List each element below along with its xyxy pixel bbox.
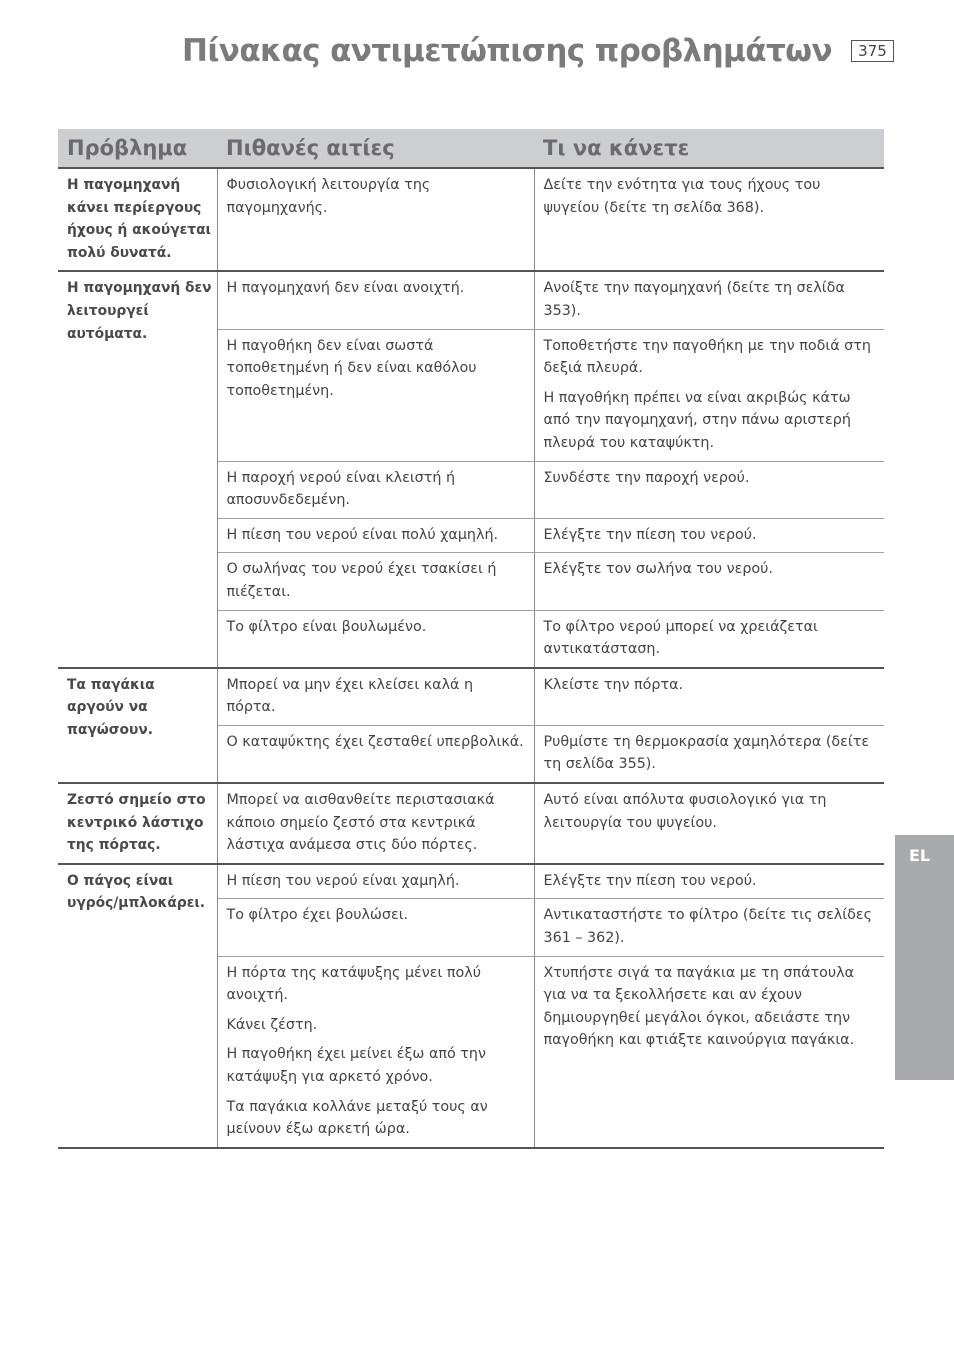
table-row xyxy=(58,271,884,329)
action-cell xyxy=(534,725,884,783)
cause-text: Το φίλτρο έχει βουλώσει. xyxy=(226,907,409,924)
problem-cell: Η παγομηχανή κάνει περίεργους ήχους ή ακούγεται πολύ δυνατά. xyxy=(58,168,217,271)
table-body xyxy=(58,168,884,1148)
action-cell xyxy=(534,168,884,271)
cause-text: Μπορεί να μην έχει κλείσει καλά η πόρτα. xyxy=(226,676,474,716)
header-actions: Τι να κάνετε xyxy=(534,129,884,168)
action-text: Ελέγξτε την πίεση του νερού. xyxy=(543,526,757,543)
action-cell xyxy=(534,956,884,1148)
action-text: Κλείστε την πόρτα. xyxy=(543,676,684,693)
cause-text: Η παροχή νερού είναι κλειστή ή αποσυνδεδεμένη. xyxy=(226,469,456,509)
header-problem: Πρόβλημα xyxy=(58,129,217,168)
cause-cell xyxy=(217,610,534,668)
problem-cell: Η παγομηχανή δεν λειτουργεί αυτόματα. xyxy=(58,271,217,667)
cause-cell xyxy=(217,168,534,271)
cause-cell xyxy=(217,271,534,329)
cause-cell xyxy=(217,783,534,864)
cause-text: Φυσιολογική λειτουργία της παγομηχανής. xyxy=(226,177,431,216)
action-text: Αντικαταστήστε το φίλτρο (δείτε τις σελίδες 361 – 362). xyxy=(543,907,872,947)
cause-text: Μπορεί να αισθανθείτε περιστασιακά κάποιο σημείο ζεστό στα κεντρικά λάστιχα ανάμεσα στις δύο πόρτες. xyxy=(226,792,495,854)
cause-cell xyxy=(217,518,534,553)
action-text: Το φίλτρο νερού μπορεί να χρειάζεται αντικατάσταση. xyxy=(543,618,818,658)
cause-cell xyxy=(217,329,534,461)
action-cell xyxy=(534,518,884,553)
action-text: Αυτό είναι απόλυτα φυσιολογικό για τη λειτουργία του ψυγείου. xyxy=(543,792,827,831)
cause-text: Τα παγάκια κολλάνε μεταξύ τους αν μείνουν έξω αρκετή ώρα. xyxy=(226,1098,488,1138)
language-tab-label: EL xyxy=(909,846,931,865)
page-number: 375 xyxy=(851,40,894,62)
problem-cell: Ζεστό σημείο στο κεντρικό λάστιχο της πόρτας. xyxy=(58,783,217,864)
action-text: Ελέγξτε την πίεση του νερού. xyxy=(543,872,757,889)
problem-cell: Τα παγάκια αργούν να παγώσουν. xyxy=(58,668,217,783)
problem-cell: Ο πάγος είναι υγρός/μπλοκάρει. xyxy=(58,864,217,1148)
cause-text: Η πίεση του νερού είναι χαμηλή. xyxy=(226,872,460,889)
action-text: Ανοίξτε την παγομηχανή (δείτε τη σελίδα 353). xyxy=(543,280,845,319)
cause-text: Το φίλτρο είναι βουλωμένο. xyxy=(226,618,427,635)
cause-cell xyxy=(217,725,534,783)
action-text: Ελέγξτε τον σωλήνα του νερού. xyxy=(543,561,773,578)
action-cell xyxy=(534,271,884,329)
cause-text: Ο σωλήνας του νερού έχει τσακίσει ή πιέζεται. xyxy=(226,561,497,600)
cause-text: Η παγοθήκη δεν είναι σωστά τοποθετημένη ή δεν είναι καθόλου τοποθετημένη. xyxy=(226,337,477,399)
table-header-row xyxy=(58,129,884,168)
action-cell xyxy=(534,329,884,461)
table-row xyxy=(58,668,884,726)
action-cell xyxy=(534,461,884,518)
action-cell xyxy=(534,899,884,956)
header-causes: Πιθανές αιτίες xyxy=(217,129,534,168)
action-cell xyxy=(534,610,884,668)
table-row xyxy=(58,168,884,271)
table-row xyxy=(58,864,884,899)
action-text: Η παγοθήκη πρέπει να είναι ακριβώς κάτω από την παγομηχανή, στην πάνω αριστερή πλευρά του καταψύκτη. xyxy=(543,389,851,451)
action-text: Συνδέστε την παροχή νερού. xyxy=(543,469,750,486)
cause-text: Η παγοθήκη έχει μείνει έξω από την κατάψυξη για αρκετό χρόνο. xyxy=(226,1046,486,1085)
action-cell xyxy=(534,553,884,610)
cause-cell xyxy=(217,864,534,899)
cause-cell xyxy=(217,553,534,610)
cause-text: Κάνει ζέστη. xyxy=(226,1016,318,1033)
action-text: Χτυπήστε σιγά τα παγάκια με τη σπάτουλα για να τα ξεκολλήσετε και αν έχουν δημιουργηθεί μεγάλοι όγκοι, αδειάστε την παγοθήκη και φτιάξτε καινούργια παγάκια. xyxy=(543,964,855,1049)
cause-text: Η πίεση του νερού είναι πολύ χαμηλή. xyxy=(226,526,499,543)
action-cell xyxy=(534,668,884,726)
cause-text: Η πόρτα της κατάψυξης μένει πολύ ανοιχτή. xyxy=(226,964,481,1004)
action-text: Ρυθμίστε τη θερμοκρασία χαμηλότερα (δείτε τη σελίδα 355). xyxy=(543,733,870,773)
cause-cell xyxy=(217,956,534,1148)
troubleshooting-table xyxy=(58,129,884,1149)
cause-cell xyxy=(217,668,534,726)
action-text: Τοποθετήστε την παγοθήκη με την ποδιά στη δεξιά πλευρά. xyxy=(543,337,871,377)
cause-text: Η παγομηχανή δεν είναι ανοιχτή. xyxy=(226,280,465,297)
language-tab xyxy=(895,835,954,1080)
cause-cell xyxy=(217,899,534,956)
cause-cell xyxy=(217,461,534,518)
action-text: Δείτε την ενότητα για τους ήχους του ψυγείου (δείτε τη σελίδα 368). xyxy=(543,177,821,216)
action-cell xyxy=(534,864,884,899)
cause-text: Ο καταψύκτης έχει ζεσταθεί υπερβολικά. xyxy=(226,733,524,750)
table-row xyxy=(58,783,884,864)
action-cell xyxy=(534,783,884,864)
page-title: Πίνακας αντιμετώπισης προβλημάτων xyxy=(181,33,832,69)
